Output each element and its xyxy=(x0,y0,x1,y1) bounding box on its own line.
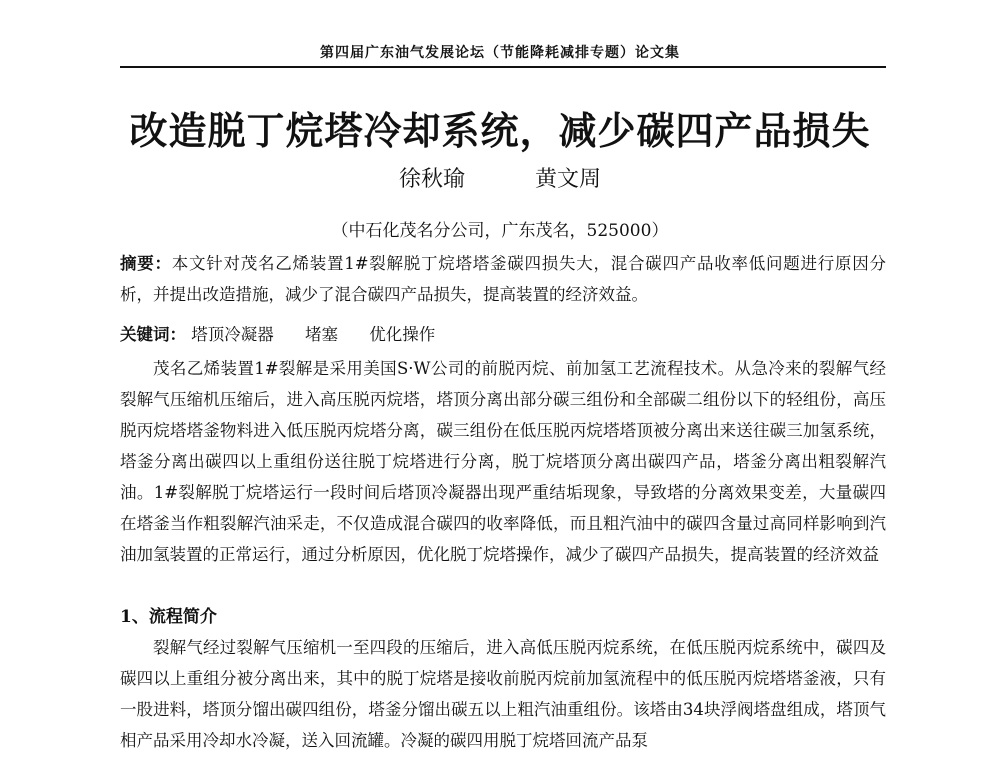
keyword-1: 塔顶冷凝器 xyxy=(191,325,274,344)
author-list xyxy=(0,162,1000,193)
abstract xyxy=(120,248,886,310)
affiliation: （中石化茂名分公司，广东茂名，525000） xyxy=(331,221,669,241)
keyword-2: 堵塞 xyxy=(305,325,338,344)
section-paragraph: 裂解气经过裂解气压缩机一至四段的压缩后，进入高低压脱丙烷系统，在低压脱丙烷系统中，碳四及碳四以上重组分被分离出来，其中的脱丁烷塔是接收前脱丙烷前加氢流程中的低压脱丙烷塔塔釜液，只有一股进料，塔顶分馏出碳四组份，塔釜分馏出碳五以上粗汽油重组份。该塔由34块浮阀塔盘组成，塔顶气相产品采用冷却水冷凝，送入回流罐。冷凝的碳四用脱丁烷塔回流产品泵 xyxy=(120,638,886,750)
paper-title: 改造脱丁烷塔冷却系统，减少碳四产品损失 xyxy=(129,109,871,153)
author-1: 徐秋瑜 xyxy=(398,167,465,192)
abstract-label: 摘要： xyxy=(120,254,172,273)
running-header: 第四届广东油气发展论坛（节能降耗减排专题）论文集 xyxy=(320,45,680,61)
intro-paragraph: 茂名乙烯装置1#裂解是采用美国S·W公司的前脱丙烷、前加氢工艺流程技术。从急冷来的裂解气经裂解气压缩机压缩后，进入高压脱丙烷塔，塔顶分离出部分碳三组份和全部碳二组份以下的轻组份，高压脱丙烷塔塔釜物料进入低压脱丙烷塔分离，碳三组份在低压脱丙烷塔塔顶被分离出来送往碳三加氢系统，塔釜分离出碳四以上重组份送往脱丁烷塔进行分离，脱丁烷塔顶分离出碳四产品，塔釜分离出粗裂解汽油。1#裂解脱丁烷塔运行一段时间后塔顶冷凝器出现严重结垢现象，导致塔的分离效果变差，大量碳四在塔釜当作粗裂解汽油采走，不仅造成混合碳四的收率降低，而且粗汽油中的碳四含量过高同样影响到汽油加氢装置的正常运行，通过分析原因，优化脱丁烷塔操作，减少了碳四产品损失，提高装置的经济效益 xyxy=(120,359,886,564)
keywords-label: 关键词： xyxy=(120,325,186,344)
keyword-3: 优化操作 xyxy=(369,325,436,344)
header-rule xyxy=(120,66,886,68)
author-2: 黄文周 xyxy=(535,167,602,192)
abstract-text: 本文针对茂名乙烯装置1#裂解脱丁烷塔塔釜碳四损失大，混合碳四产品收率低问题进行原因分析，并提出改造措施，减少了混合碳四产品损失，提高装置的经济效益。 xyxy=(120,254,887,304)
keywords xyxy=(120,319,886,350)
section-heading: 1、流程简介 xyxy=(120,607,217,627)
